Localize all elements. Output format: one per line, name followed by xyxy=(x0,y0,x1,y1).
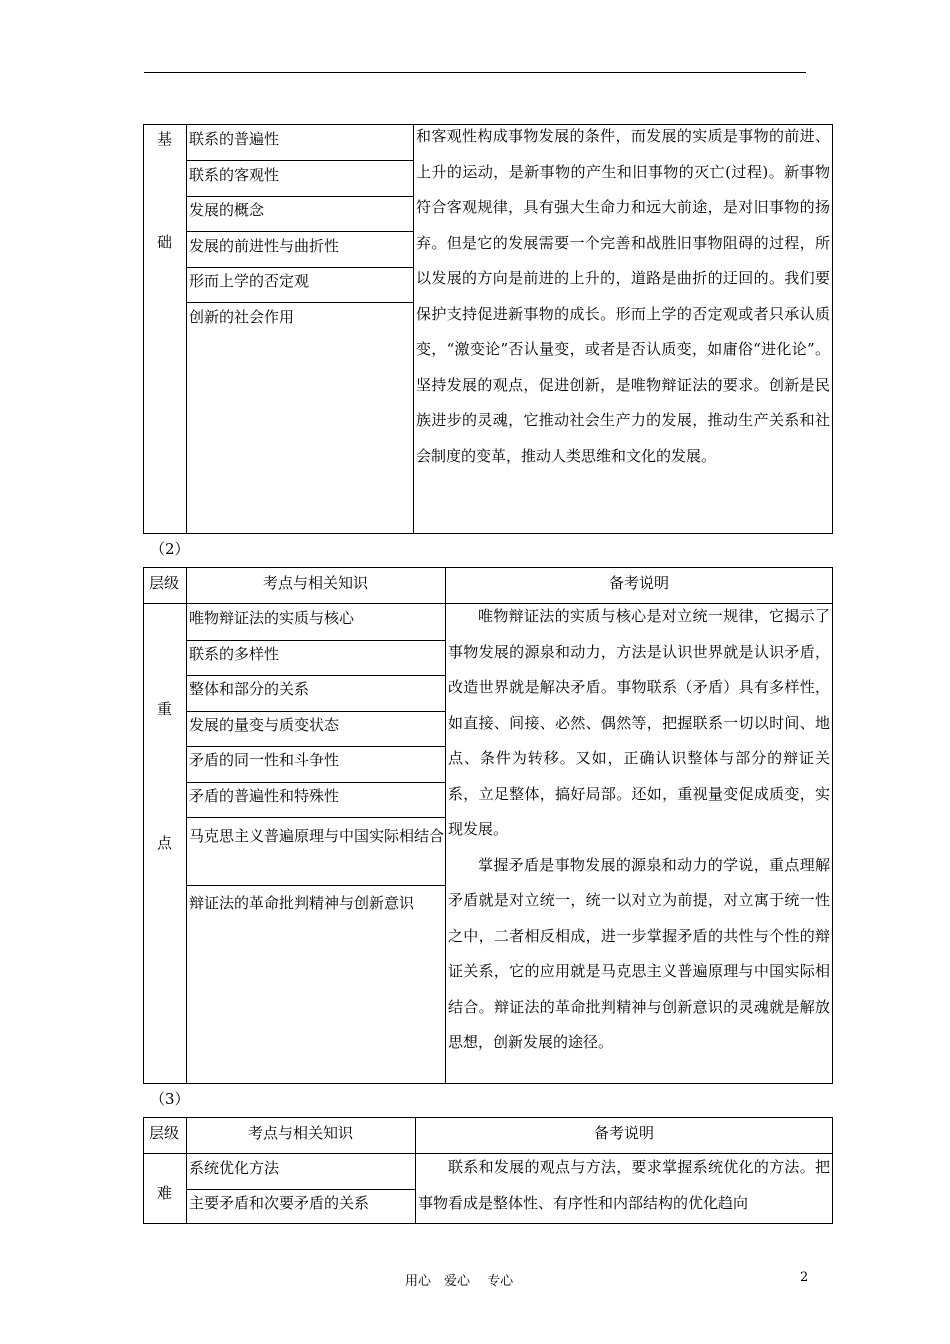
section-label: （2） xyxy=(150,540,190,558)
knowledge-item: 发展的前进性与曲折性 xyxy=(189,237,340,255)
notes-paragraph: 掌握矛盾是事物发展的源泉和动力的学说，重点理解矛盾就是对立统一，统一以对立为前提，对立寓于统一性之中，二者相反相成，进一步掌握矛盾的共性与个性的辩证关系，它的应用就是马克思主义普遍原理与中国实际相结合。辩证法的革命批判精神与创新意识的灵魂就是解放思想，创新发展的途径。 xyxy=(448,855,830,1051)
footer-text: 用心 爱心 专心 xyxy=(405,1274,514,1289)
header-rule xyxy=(144,72,806,73)
notes-text xyxy=(416,119,830,474)
notes-text xyxy=(418,1150,830,1221)
page-number: 2 xyxy=(800,1270,809,1285)
knowledge-item: 唯物辩证法的实质与核心 xyxy=(189,609,355,627)
notes-paragraph: 和客观性构成事物发展的条件，而发展的实质是事物的前进、上升的运动，是新事物的产生和旧事物的灭亡(过程)。新事物符合客观规律，具有强大生命力和远大前途，是对旧事物的扬弃。但是它的发展需要一个完善和战胜旧事物阻碍的过程，所以发展的方向是前进的上升的，道路是曲折的迂回的。我们要保护支持促进新事物的成长。形而上学的否定观或者只承认质变，“激变论”否认量变，或者是否认质变，如庸俗“进化论”。坚持发展的观点，促进创新，是唯物辩证法的要求。创新是民族进步的灵魂，它推动社会生产力的发展，推动生产关系和社会制度的变革，推动人类思维和文化的发展。 xyxy=(416,127,830,465)
level-char: 难 xyxy=(157,1184,173,1202)
notes-paragraph: 唯物辩证法的实质与核心是对立统一规律，它揭示了事物发展的源泉和动力，方法是认识世界就是认识矛盾，改造世界就是解决矛盾。事物联系（矛盾）具有多样性，如直接、间接、必然、偶然等，把握联系一切以时间、地点、条件为转移。又如，正确认识整体与部分的辩证关系，立足整体，搞好局部。还如，重视量变促成质变，实现发展。 xyxy=(448,607,830,838)
header-notes: 备考说明 xyxy=(608,574,669,592)
level-char: 基 xyxy=(157,130,173,148)
notes-text xyxy=(448,599,830,1061)
knowledge-item: 马克思主义普遍原理与中国实际相结合 xyxy=(189,827,445,845)
level-char: 重 xyxy=(157,700,173,718)
knowledge-item: 发展的量变与质变状态 xyxy=(189,716,340,734)
header-notes: 备考说明 xyxy=(593,1124,654,1142)
knowledge-item: 矛盾的普遍性和特殊性 xyxy=(189,787,340,805)
header-level: 层级 xyxy=(149,1124,180,1142)
knowledge-item: 主要矛盾和次要矛盾的关系 xyxy=(189,1194,370,1212)
level-char: 础 xyxy=(157,233,173,251)
knowledge-item: 矛盾的同一性和斗争性 xyxy=(189,751,340,769)
header-level: 层级 xyxy=(149,574,180,592)
knowledge-item: 整体和部分的关系 xyxy=(189,680,310,698)
section-label: （3） xyxy=(150,1090,190,1108)
notes-paragraph: 联系和发展的观点与方法，要求掌握系统优化的方法。把事物看成是整体性、有序性和内部结构的优化趋向 xyxy=(418,1158,830,1212)
header-knowledge: 考点与相关知识 xyxy=(247,1124,353,1142)
knowledge-item: 形而上学的否定观 xyxy=(189,272,310,290)
knowledge-item: 创新的社会作用 xyxy=(189,308,295,326)
knowledge-item: 联系的客观性 xyxy=(189,166,280,184)
knowledge-item: 联系的多样性 xyxy=(189,645,280,663)
knowledge-item: 联系的普遍性 xyxy=(189,130,280,148)
knowledge-item: 辩证法的革命批判精神与创新意识 xyxy=(189,894,415,912)
header-knowledge: 考点与相关知识 xyxy=(262,574,368,592)
knowledge-item: 系统优化方法 xyxy=(189,1159,280,1177)
knowledge-item: 发展的概念 xyxy=(189,201,265,219)
level-char: 点 xyxy=(157,834,173,852)
